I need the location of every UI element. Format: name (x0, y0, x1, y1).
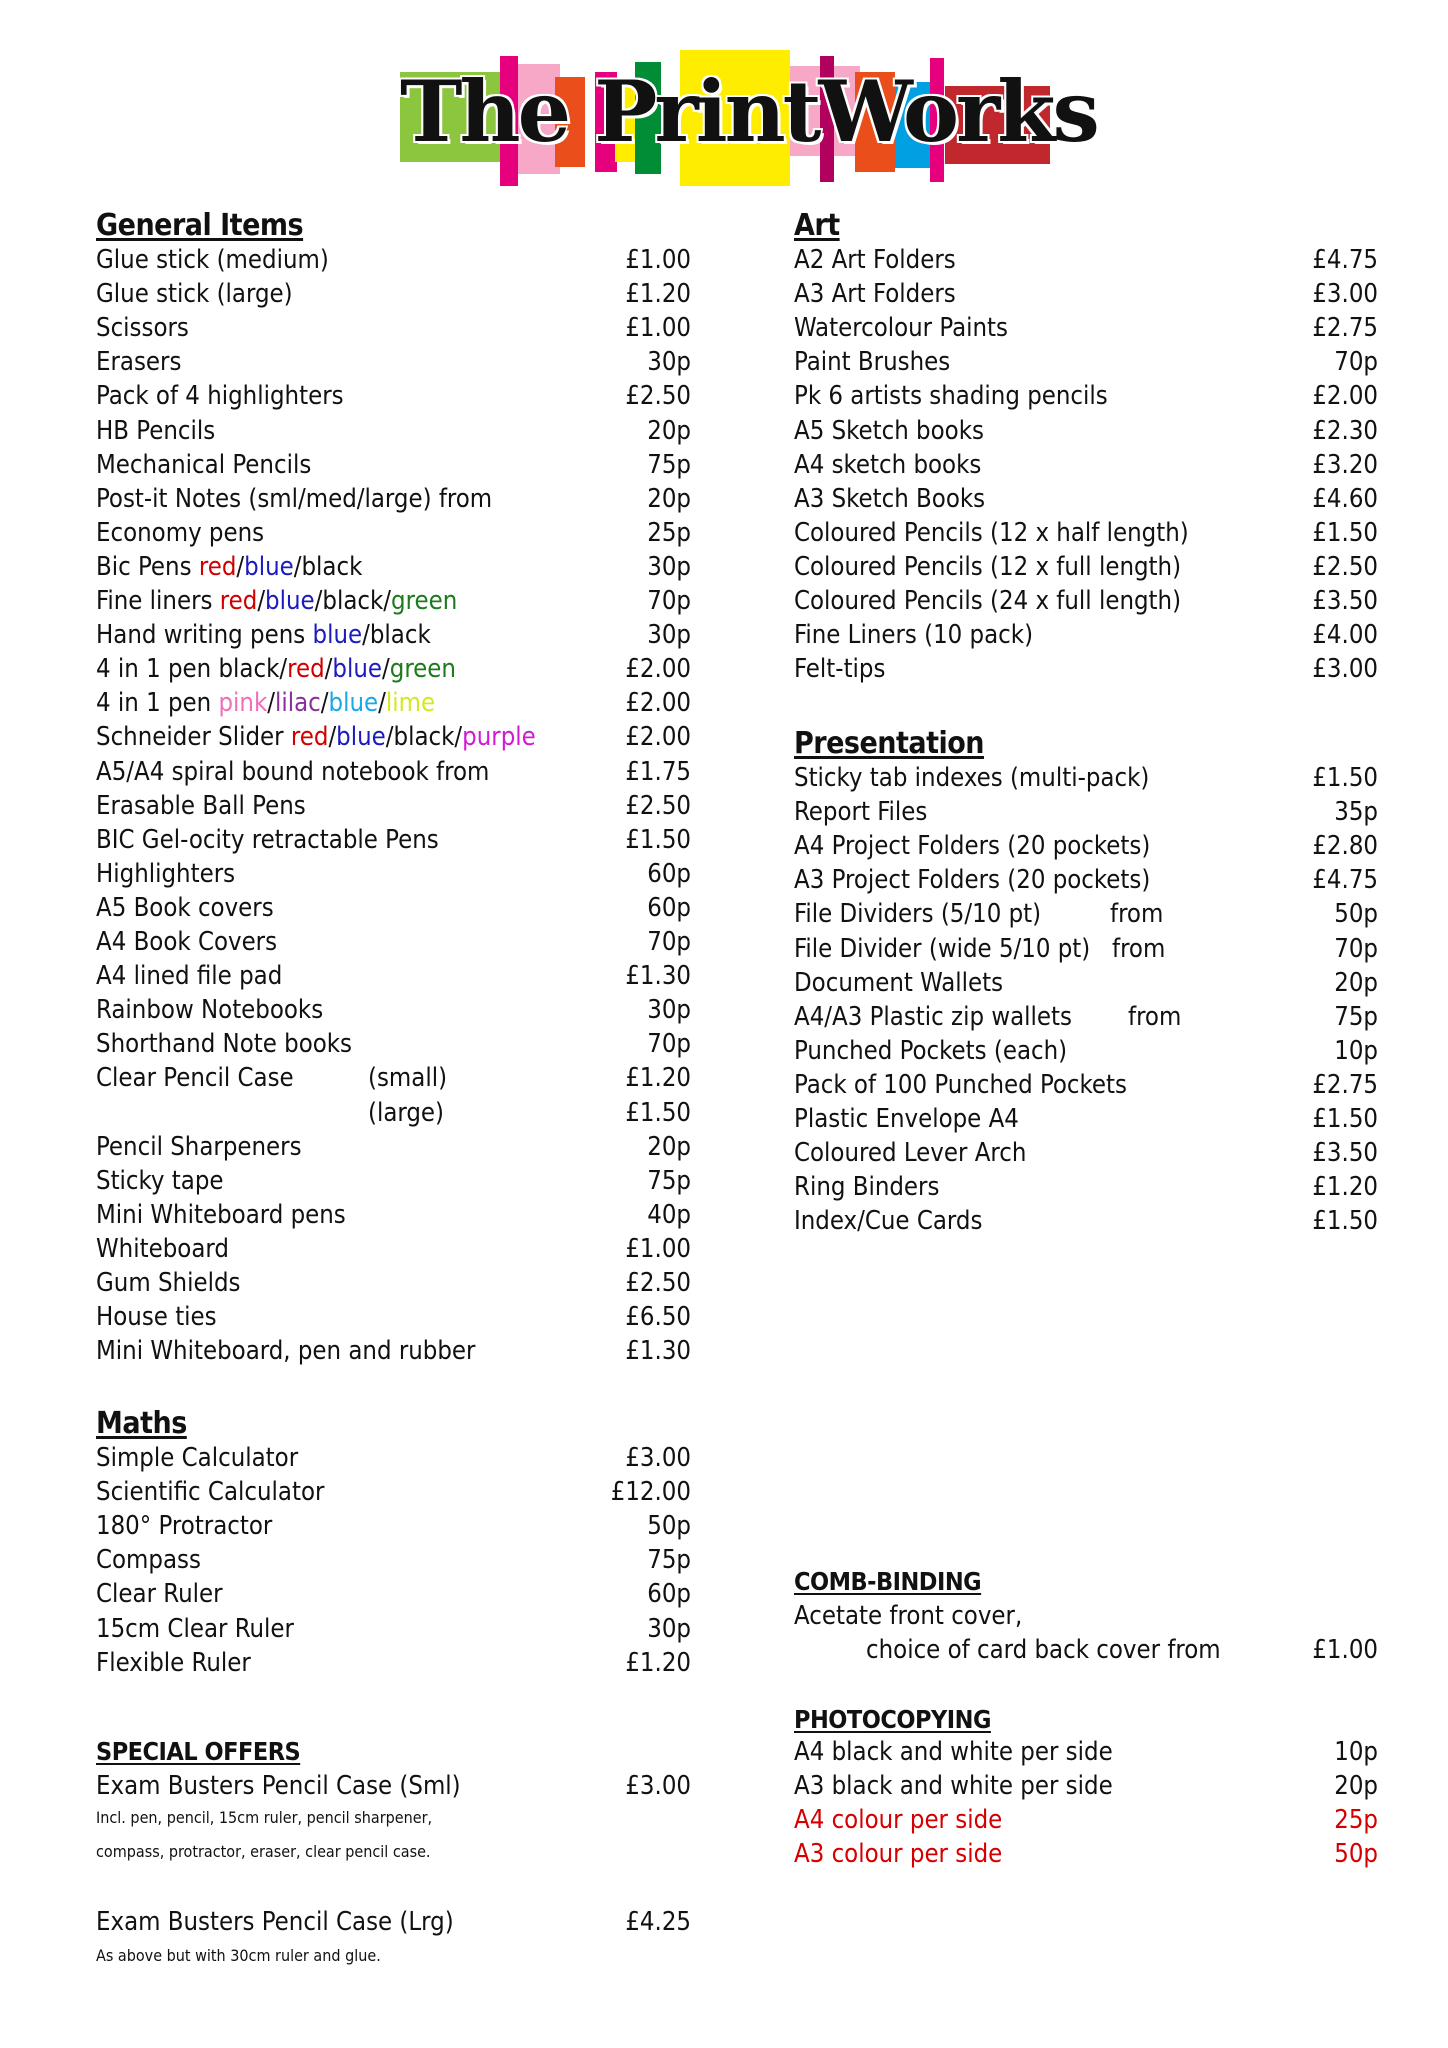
item-row (96, 1578, 691, 1610)
item-row (794, 415, 1378, 447)
colour-word: blue (332, 654, 383, 685)
item-price: £4.25 (625, 1907, 691, 1937)
item-name: Scientific Calculator (96, 1477, 325, 1508)
item-name: Document Wallets (794, 967, 1004, 998)
item-name: Erasable Ball Pens (96, 790, 306, 821)
item-row (96, 892, 691, 924)
item-row (794, 1205, 1378, 1237)
item-price: £1.50 (1312, 1104, 1378, 1134)
item-name: Sticky tape (96, 1165, 224, 1196)
item-price: £1.00 (625, 245, 691, 275)
item-price: 25p (1334, 1805, 1378, 1836)
item-price: £1.50 (1312, 1206, 1378, 1237)
maths-heading: Maths (96, 1406, 187, 1441)
item-price: 60p (647, 1579, 691, 1610)
comb-binding-heading: COMB-BINDING (794, 1567, 982, 1596)
item-price: 30p (647, 551, 691, 582)
item-qualifier: (small) (368, 1063, 448, 1094)
item-name: Sticky tab indexes (multi-pack) (794, 763, 1150, 793)
colour-word: red (219, 586, 258, 616)
item-row (96, 1199, 691, 1231)
item-name: Mechanical Pencils (96, 449, 312, 480)
item-row (794, 483, 1378, 515)
item-price: £3.50 (1312, 1138, 1378, 1169)
colour-word: green (391, 586, 458, 616)
item-price: £3.20 (1312, 449, 1378, 480)
item-row (794, 1171, 1378, 1203)
item-row (96, 1165, 691, 1197)
item-price: 10p (1334, 1035, 1378, 1066)
item-price: £1.20 (625, 1063, 691, 1094)
item-row (794, 551, 1378, 583)
colour-word: lilac (275, 688, 321, 719)
item-row (96, 824, 691, 856)
item-row (794, 864, 1378, 896)
item-price: 50p (1334, 899, 1378, 930)
item-name: Highlighters (96, 858, 236, 889)
item-price: 30p (647, 347, 691, 378)
colour-word: red (290, 722, 329, 753)
item-price: 35p (1334, 797, 1378, 828)
item-name: Punched Pockets (each) (794, 1035, 1068, 1066)
item-price: £2.30 (1312, 415, 1378, 446)
item-name: Shorthand Note books (96, 1029, 353, 1060)
item-price: £2.00 (1312, 381, 1378, 412)
item-row (794, 762, 1378, 794)
colour-word: pink (218, 688, 268, 719)
general-items-heading: General Items (96, 208, 304, 243)
item-price: 70p (1334, 933, 1378, 964)
item-name (96, 687, 435, 719)
item-row (794, 244, 1378, 276)
item-price: £3.00 (625, 1443, 691, 1473)
item-name: Pk 6 artists shading pencils (794, 381, 1108, 412)
item-name-prefix: Schneider Slider (96, 722, 291, 753)
item-name: Coloured Lever Arch (794, 1138, 1027, 1169)
offer-note: As above but with 30cm ruler and glue. (96, 1946, 381, 1965)
item-name: Compass (96, 1545, 201, 1576)
item-row (96, 415, 691, 447)
item-row (96, 1028, 691, 1060)
item-row (96, 517, 691, 549)
item-price: £1.50 (625, 1097, 691, 1128)
item-row (794, 898, 1378, 930)
item-price: £1.30 (625, 1336, 691, 1367)
item-name: A5 Book covers (96, 892, 274, 923)
offer-row (96, 1770, 691, 1802)
item-row (96, 1335, 691, 1367)
item-name (96, 585, 457, 617)
item-price: £1.30 (625, 961, 691, 992)
item-price: £4.60 (1312, 483, 1378, 514)
item-row (794, 1069, 1378, 1101)
item-name: Pack of 100 Punched Pockets (794, 1069, 1127, 1100)
comb-line1: Acetate front cover, (794, 1601, 1023, 1631)
item-name (96, 551, 362, 583)
item-price: £2.50 (625, 1268, 691, 1298)
item-price: 70p (1334, 347, 1378, 378)
item-price: £12.00 (610, 1477, 691, 1508)
comb-line2: choice of card back cover from (866, 1635, 1221, 1665)
item-row (96, 1647, 691, 1679)
item-row (96, 1510, 691, 1542)
item-row (794, 346, 1378, 378)
item-name: A5/A4 spiral bound notebook from (96, 756, 490, 787)
item-price: £1.50 (1312, 763, 1378, 793)
art-heading: Art (794, 208, 840, 243)
item-row (96, 1062, 691, 1094)
item-name (96, 721, 536, 753)
item-price: £3.00 (1312, 279, 1378, 310)
item-name-prefix: Hand writing pens (96, 620, 313, 651)
item-name: A4 colour per side (794, 1805, 1003, 1836)
item-price: 20p (647, 415, 691, 446)
item-row (794, 312, 1378, 344)
item-qualifier: from (1128, 1001, 1182, 1032)
item-row (794, 1804, 1378, 1836)
item-qualifier: from (1112, 933, 1166, 964)
item-row (794, 380, 1378, 412)
item-price: £2.50 (625, 790, 691, 821)
name-fragment: / (378, 688, 386, 719)
item-name: Index/Cue Cards (794, 1206, 983, 1237)
item-name: Exam Busters Pencil Case (Sml) (96, 1771, 461, 1801)
name-fragment: / (257, 586, 266, 616)
colour-word: blue (312, 620, 363, 651)
item-row (96, 994, 691, 1026)
item-price: £3.00 (625, 1771, 691, 1801)
presentation-heading: Presentation (794, 726, 985, 761)
colour-word: red (198, 551, 237, 582)
item-price: 20p (647, 483, 691, 514)
item-name: Economy pens (96, 517, 265, 548)
item-name: Simple Calculator (96, 1443, 299, 1473)
item-row (96, 380, 691, 412)
item-price: 25p (647, 517, 691, 548)
item-row (794, 830, 1378, 862)
item-price: £1.00 (625, 313, 691, 344)
item-price: £1.00 (1312, 1635, 1378, 1665)
item-price: 30p (647, 620, 691, 651)
item-price: 60p (647, 858, 691, 889)
item-price: 75p (647, 1165, 691, 1196)
item-row (96, 926, 691, 958)
item-price: 50p (647, 1511, 691, 1542)
item-name: Pack of 4 highlighters (96, 381, 344, 412)
item-name: Coloured Pencils (12 x full length) (794, 551, 1182, 582)
item-price: £1.20 (625, 279, 691, 310)
colour-word: red (287, 654, 325, 685)
item-name: Clear Ruler (96, 1579, 223, 1610)
item-price: 75p (647, 1545, 691, 1576)
item-row (96, 483, 691, 515)
item-price: 30p (647, 995, 691, 1026)
item-row (96, 619, 691, 651)
item-name: A5 Sketch books (794, 415, 984, 446)
item-price: £2.00 (625, 722, 691, 753)
item-row (794, 1103, 1378, 1135)
item-row (96, 960, 691, 992)
item-name: Plastic Envelope A4 (794, 1104, 1019, 1134)
item-name-prefix: Bic Pens (96, 551, 199, 582)
item-name: Glue stick (large) (96, 279, 293, 310)
item-price: £6.50 (625, 1302, 691, 1333)
item-price: £2.75 (1312, 1069, 1378, 1100)
item-row (96, 687, 691, 719)
item-name: Scissors (96, 313, 189, 344)
comb-binding-row (794, 1634, 1378, 1666)
item-name: A4 Project Folders (20 pockets) (794, 831, 1151, 862)
item-price: 50p (1334, 1839, 1378, 1870)
item-row (96, 278, 691, 310)
item-row (794, 1035, 1378, 1067)
item-price: £3.00 (1312, 654, 1378, 685)
item-price: 20p (1334, 1771, 1378, 1802)
item-row (96, 756, 691, 788)
item-row (794, 933, 1378, 965)
item-qualifier: from (1110, 899, 1164, 930)
name-fragment: / (328, 722, 337, 753)
item-row (794, 1736, 1378, 1768)
item-name: Coloured Pencils (12 x half length) (794, 517, 1189, 548)
item-name: Ring Binders (794, 1172, 940, 1203)
item-name: Exam Busters Pencil Case (Lrg) (96, 1907, 454, 1937)
item-price: 70p (647, 586, 691, 616)
name-fragment: / (382, 654, 390, 685)
item-name: A4 Book Covers (96, 927, 278, 957)
offer-note: Incl. pen, pencil, 15cm ruler, pencil sharpener, (96, 1808, 433, 1827)
item-name: Clear Pencil Case (96, 1063, 294, 1094)
item-name: A3 Sketch Books (794, 483, 986, 514)
item-price: 20p (647, 1131, 691, 1162)
item-row (794, 1770, 1378, 1802)
comb-binding-row (794, 1600, 1378, 1632)
item-name: Mini Whiteboard pens (96, 1199, 346, 1230)
item-row (96, 653, 691, 685)
item-price: £4.75 (1312, 245, 1378, 275)
item-price: £4.00 (1312, 620, 1378, 651)
name-fragment: /black/ (385, 722, 463, 753)
item-row (96, 1301, 691, 1333)
colour-word: blue (244, 551, 294, 582)
colour-word: lime (385, 688, 436, 719)
item-name: A4 black and white per side (794, 1737, 1113, 1767)
offer-note: compass, protractor, eraser, clear pencil case. (96, 1842, 431, 1861)
item-name: File Dividers (5/10 pt) (794, 899, 1042, 930)
item-name: Watercolour Paints (794, 313, 1008, 344)
name-fragment: /black/ (314, 586, 392, 616)
name-fragment: / (320, 688, 329, 719)
item-name: Mini Whiteboard, pen and rubber (96, 1336, 476, 1367)
item-row (96, 858, 691, 890)
name-fragment: /black (293, 551, 363, 582)
item-price: 40p (647, 1199, 691, 1230)
item-price: £2.80 (1312, 831, 1378, 862)
colour-word: blue (336, 722, 386, 753)
item-price: £3.50 (1312, 586, 1378, 616)
item-row (794, 449, 1378, 481)
colour-word: purple (462, 722, 536, 753)
logo-title: The PrintWorks (400, 62, 1097, 161)
colour-word: green (389, 654, 456, 685)
item-row (794, 796, 1378, 828)
item-name: Fine Liners (10 pack) (794, 620, 1034, 651)
item-row (96, 1131, 691, 1163)
item-name (96, 653, 456, 685)
item-price: 75p (1334, 1001, 1378, 1032)
item-row (96, 585, 691, 617)
item-name: 180° Protractor (96, 1511, 273, 1542)
photocopying-heading: PHOTOCOPYING (794, 1705, 991, 1734)
colour-word: blue (328, 688, 379, 719)
item-name: Felt-tips (794, 654, 886, 685)
item-row (96, 244, 691, 276)
item-name: A4 lined file pad (96, 961, 283, 992)
item-price: 60p (647, 892, 691, 923)
item-row (794, 585, 1378, 617)
item-name: Report Files (794, 797, 928, 828)
item-row (96, 1097, 691, 1129)
item-name-prefix: 4 in 1 pen black/ (96, 654, 288, 685)
item-name: Pencil Sharpeners (96, 1131, 302, 1162)
item-name-prefix: Fine liners (96, 586, 220, 616)
item-name: A3 Project Folders (20 pockets) (794, 865, 1151, 896)
item-row (96, 721, 691, 753)
item-price: £2.00 (625, 688, 691, 719)
item-qualifier: (large) (368, 1097, 445, 1128)
item-name: File Divider (wide 5/10 pt) (794, 933, 1091, 964)
item-price: 75p (647, 449, 691, 480)
item-price: 70p (647, 1029, 691, 1060)
item-price: £2.50 (625, 381, 691, 412)
item-price: £1.00 (625, 1233, 691, 1264)
item-row (96, 551, 691, 583)
colour-word: blue (265, 586, 315, 616)
item-row (96, 1233, 691, 1265)
item-price: £1.20 (1312, 1172, 1378, 1203)
item-name: A3 black and white per side (794, 1771, 1113, 1802)
name-fragment: / (267, 688, 275, 719)
item-row (96, 312, 691, 344)
name-fragment: / (324, 654, 333, 685)
item-name-prefix: 4 in 1 pen (96, 688, 219, 719)
special-offers-heading: SPECIAL OFFERS (96, 1737, 301, 1766)
item-name: Gum Shields (96, 1268, 241, 1298)
offer-row (96, 1906, 691, 1938)
item-price: £2.00 (625, 654, 691, 685)
item-name: Flexible Ruler (96, 1647, 251, 1678)
item-row (794, 653, 1378, 685)
item-row (96, 790, 691, 822)
item-name: Glue stick (medium) (96, 245, 329, 275)
item-name: A3 Art Folders (794, 279, 956, 310)
item-price: £2.75 (1312, 313, 1378, 344)
item-row (96, 1476, 691, 1508)
item-row (96, 1442, 691, 1474)
item-price: 70p (647, 927, 691, 957)
item-row (96, 346, 691, 378)
item-price: 10p (1334, 1737, 1378, 1767)
item-name: House ties (96, 1302, 217, 1333)
item-price: £1.20 (625, 1647, 691, 1678)
item-price: £1.50 (625, 824, 691, 855)
printworks-logo (400, 42, 1097, 202)
item-row (794, 517, 1378, 549)
item-price: 30p (647, 1613, 691, 1644)
item-name: A4/A3 Plastic zip wallets (794, 1001, 1072, 1032)
item-row (794, 1838, 1378, 1870)
item-price: £4.75 (1312, 865, 1378, 896)
item-price: £2.50 (1312, 551, 1378, 582)
item-price: £1.75 (625, 756, 691, 787)
item-row (794, 967, 1378, 999)
item-row (96, 1544, 691, 1576)
item-name: Rainbow Notebooks (96, 995, 324, 1026)
item-name: Post-it Notes (sml/med/large) from (96, 483, 493, 514)
item-row (96, 449, 691, 481)
item-name: Whiteboard (96, 1233, 229, 1264)
item-name: BIC Gel-ocity retractable Pens (96, 824, 439, 855)
item-name: 15cm Clear Ruler (96, 1613, 294, 1644)
item-name: Coloured Pencils (24 x full length) (794, 586, 1182, 616)
item-row (96, 1613, 691, 1645)
item-name: A4 sketch books (794, 449, 982, 480)
item-row (794, 1137, 1378, 1169)
name-fragment: /black (362, 620, 431, 651)
item-row (96, 1267, 691, 1299)
item-price: £1.50 (1312, 517, 1378, 548)
item-name: Erasers (96, 347, 182, 378)
item-name: A3 colour per side (794, 1839, 1003, 1870)
item-name: HB Pencils (96, 415, 216, 446)
item-row (794, 619, 1378, 651)
item-price: 20p (1334, 967, 1378, 998)
name-fragment: / (236, 551, 245, 582)
item-row (794, 278, 1378, 310)
item-name: Paint Brushes (794, 347, 951, 378)
item-name: A2 Art Folders (794, 245, 956, 275)
item-name (96, 619, 431, 651)
item-row (794, 1001, 1378, 1033)
